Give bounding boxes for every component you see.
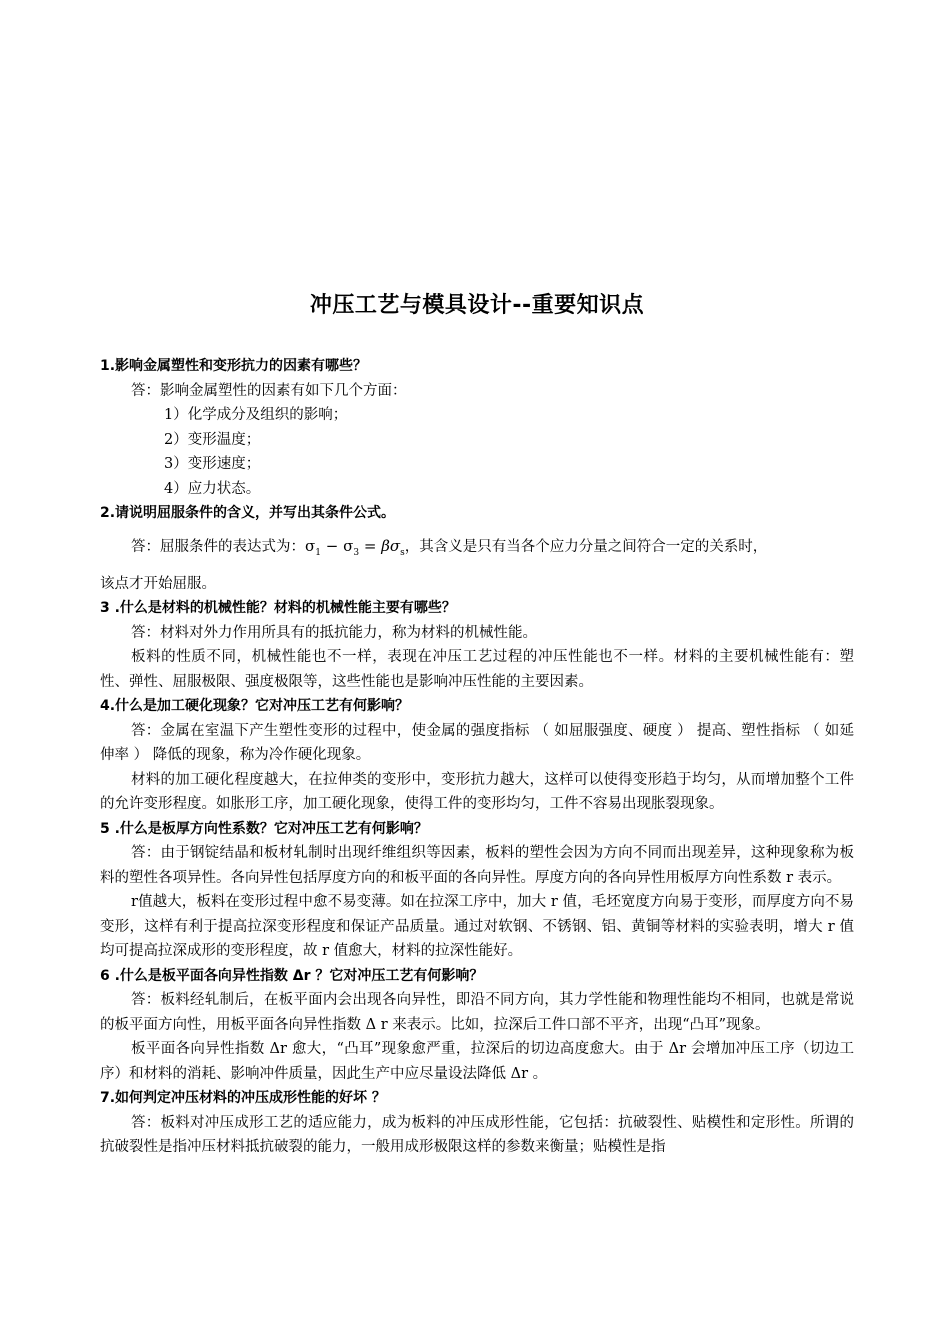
list-item: 1）化学成分及组织的影响； (164, 407, 348, 423)
answer-2-formula-line (100, 526, 854, 566)
answer-4-para-2: 材料的加工硬化程度越大，在拉伸类的变形中，变形抗力越大，这样可以使得变形趋于均匀，从而增加整个工件的允许变形程度。如胀形工序，加工硬化现象，使得工件的变形均匀，工件不容易出现胀裂现象。 (100, 771, 854, 812)
question-7: 7.如何判定冲压材料的冲压成形性能的好坏 ？ (100, 1090, 386, 1106)
answer-2-suffix: ，其含义是只有当各个应力分量之间符合一定的关系时， (404, 538, 768, 555)
question-4: 4.什么是加工硬化现象？它对冲压工艺有何影响？ (100, 698, 410, 714)
list-item: 3）变形速度； (164, 456, 261, 472)
answer-5-para-2: r值越大，板料在变形过程中愈不易变薄。如在拉深工序中，加大 r 值，毛坯宽度方向易于变形，而厚度方向不易变形，这样有利于提高拉深变形程度和保证产品质量。通过对软钢、不锈钢、铝、黄铜等材料的实验表明，增大 r 值均可提高拉深成形的变形程度，故 r 值愈大，材料的拉深性能好。 (100, 894, 854, 959)
answer-7-para-1: 答：板料对冲压成形工艺的适应能力，成为板料的冲压成形性能，它包括：抗破裂性、贴模性和定形性。所谓的抗破裂性是指冲压材料抵抗破裂的能力，一般用成形极限这样的参数来衡量；贴模性是指 (100, 1114, 854, 1155)
answer-2-continuation: 该点才开始屈服。 (100, 575, 216, 592)
answer-1-intro: 答：影响金属塑性的因素有如下几个方面： (131, 382, 407, 399)
document-body (100, 354, 854, 1160)
answer-6-para-1: 答：板料经轧制后，在板平面内会出现各向异性，即沿不同方向，其力学性能和物理性能均不相同，也就是常说的板平面方向性，用板平面各向异性指数 Δ r 来表示。比如，拉深后工件口部不平齐，出现“凸耳”现象。 (100, 992, 854, 1033)
answer-5-para-1: 答：由于钢锭结晶和板材轧制时出现纤维组织等因素，板料的塑性会因为方向不同而出现差异，这种现象称为板料的塑性各项异性。各向异性包括厚度方向的和板平面的各向异性。厚度方向的各向异性用板厚方向性系数 r 表示。 (100, 845, 854, 886)
question-6: 6 .什么是板平面各向异性指数 Δr ？它对冲压工艺有何影响？ (100, 967, 484, 984)
list-item: 4）应力状态。 (164, 480, 261, 497)
question-3: 3 .什么是材料的机械性能？材料的机械性能主要有哪些？ (100, 600, 456, 616)
answer-3-para-1: 答：材料对外力作用所具有的抵抗能力，称为材料的机械性能。 (131, 624, 537, 641)
answer-6-para-2: 板平面各向异性指数 Δr 愈大，“凸耳”现象愈严重，拉深后的切边高度愈大。由于 Δr 会增加冲压工序（切边工序）和材料的消耗、影响冲件质量，因此生产中应尽量设法降低 Δr 。 (100, 1041, 854, 1082)
answer-4-para-1: 答：金属在室温下产生塑性变形的过程中，使金属的强度指标 （ 如屈服强度、硬度 ） 提高、塑性指标 （ 如延伸率 ） 降低的现象，称为冷作硬化现象。 (100, 722, 854, 763)
question-1: 1.影响金属塑性和变形抗力的因素有哪些？ (100, 358, 368, 374)
yield-formula: $\sigma_1 - \sigma_3 = \beta\sigma_s$ (305, 536, 405, 558)
answer-2-prefix: 答：屈服条件的表达式为： (131, 538, 305, 555)
answer-3-para-2: 板料的性质不同，机械性能也不一样，表现在冲压工艺过程的冲压性能也不一样。材料的主要机械性能有：塑性、弹性、屈服极限、强度极限等，这些性能也是影响冲压性能的主要因素。 (100, 649, 854, 690)
question-2: 2.请说明屈服条件的含义，并写出其条件公式。 (100, 505, 396, 521)
document-title: 冲压工艺与模具设计--重要知识点 (309, 293, 645, 318)
list-item: 2）变形温度； (164, 431, 261, 448)
question-5: 5 .什么是板厚方向性系数？它对冲压工艺有何影响？ (100, 820, 428, 837)
